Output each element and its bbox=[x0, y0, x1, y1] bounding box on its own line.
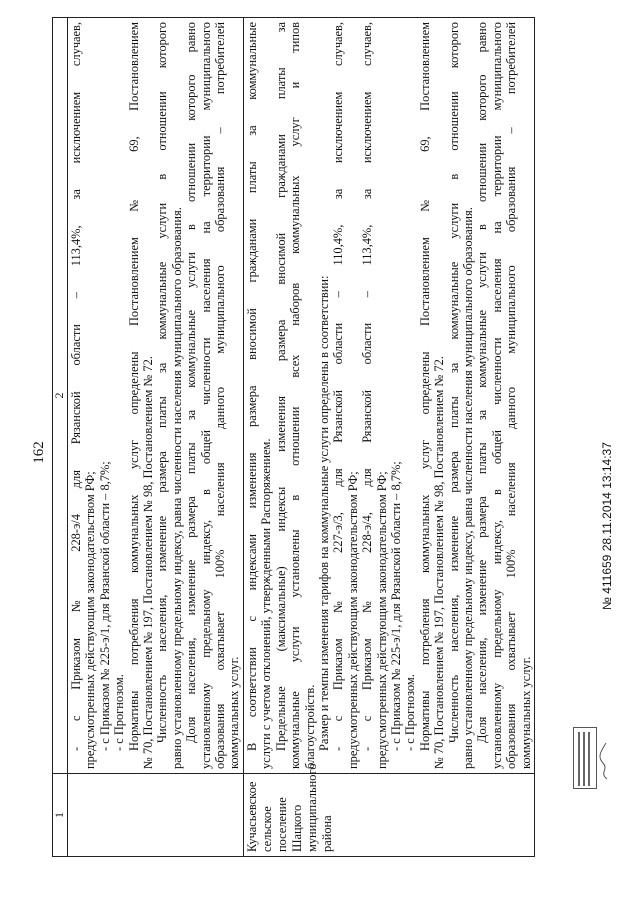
column-header-1: 1 bbox=[53, 774, 68, 857]
text-line: Нормативы потребления коммунальных услуг определены Постановлением № 69, Постановлением bbox=[417, 22, 432, 751]
settlement-cell-empty bbox=[68, 774, 244, 857]
text-line: установленному предельному индексу, в общей численности населения на территории муниципального bbox=[198, 22, 213, 769]
text-line: Численность населения, изменение размера платы за коммунальные услуги в отношении которого bbox=[446, 22, 461, 743]
text-line: установленному предельному индексу, в общей численности населения на территории муниципального bbox=[489, 22, 504, 769]
text-line: № 70, Постановлением № 197, Постановлением № 98, Постановлением № 72. bbox=[432, 356, 447, 769]
description-cell bbox=[243, 18, 534, 774]
text-line: - с Приказом № 225-э/1, для Рязанской области – 8,7%; bbox=[97, 461, 112, 751]
stamp-barcode-line bbox=[588, 732, 590, 786]
text-line: Доля населения, изменение размера платы за коммунальные услуги в отношении которого равно bbox=[184, 22, 199, 743]
text-line: Численность населения, изменение размера платы за коммунальные услуги в отношении которого bbox=[155, 22, 170, 743]
text-line: предусмотренных действующим законодательством РФ; bbox=[374, 471, 389, 769]
text-line: - с Приказом № 225-э/1, для Рязанской области – 8,7%; bbox=[388, 461, 403, 751]
text-line: - с Приказом № 228-э/4 для Рязанской области – 113,4%, за исключением случаев, bbox=[69, 22, 83, 751]
text-line: В соответствии с индексами изменения размера вносимой гражданами платы за коммунальные bbox=[244, 22, 259, 751]
description-cell bbox=[68, 18, 244, 774]
stamp-barcode-line bbox=[583, 732, 585, 786]
column-header-2: 2 bbox=[53, 18, 68, 774]
text-line: коммунальных услуг. bbox=[518, 656, 533, 769]
text-line: Размер и темпы изменения тарифов на коммунальные услуги определены в соответствии: bbox=[316, 275, 331, 751]
text-line: Доля населения, изменение размера платы за коммунальные услуги в отношении которого равно bbox=[475, 22, 490, 743]
table-row bbox=[243, 18, 534, 857]
signature-mark bbox=[597, 741, 611, 781]
text-line: № 70, Постановлением № 197, Постановлением № 98, Постановлением № 72. bbox=[141, 356, 156, 769]
text-line: равно установленному предельному индексу, равна численности населения муниципального образования. bbox=[169, 207, 184, 769]
text-line: коммунальные услуги установлены в отношении всех наборов коммунальных услуг и типов bbox=[288, 22, 303, 769]
text-line: равно установленному предельному индексу, равна численности населения муниципального образования. bbox=[460, 207, 475, 769]
text-line: - с Приказом № 228-э/4, для Рязанской области – 113,4%, за исключением случаев, bbox=[360, 22, 375, 751]
document-footer: № 411659 28.11.2014 13:14:37 bbox=[600, 442, 614, 610]
content-table bbox=[52, 17, 535, 857]
page-number: 162 bbox=[31, 441, 47, 464]
text-line: Предельные (максимальные) индексы изменения размера вносимой гражданами платы за bbox=[273, 22, 288, 751]
text-line: предусмотренных действующим законодательством РФ; bbox=[83, 471, 98, 769]
table-header-row bbox=[53, 18, 68, 857]
stamp-barcode-line bbox=[578, 732, 580, 786]
text-line: - с Прогнозом. bbox=[112, 674, 127, 751]
text-line: - с Приказом № 227-э/3, для Рязанской области – 110,4%, за исключением случаев, bbox=[331, 22, 346, 751]
settlement-name: Кучасьевское сельское поселение Шацкого муниципального района bbox=[243, 774, 534, 857]
text-line: предусмотренных действующим законодательством РФ; bbox=[345, 471, 360, 769]
text-line: образования охватывает 100% населения данного муниципального образования – потребителей bbox=[213, 22, 228, 769]
text-line: благоустройств. bbox=[302, 684, 317, 769]
registration-stamp bbox=[573, 729, 613, 789]
text-line: коммунальных услуг. bbox=[227, 656, 242, 769]
stamp-frame bbox=[573, 727, 597, 789]
text-line: образования охватывает 100% населения данного муниципального образования – потребителей bbox=[504, 22, 519, 769]
text-line: услуги с учетом отклонений, утвержденными Распоряжением. bbox=[259, 438, 274, 769]
table-row bbox=[68, 18, 244, 857]
text-line: - с Прогнозом. bbox=[403, 674, 418, 751]
text-line: Нормативы потребления коммунальных услуг определены Постановлением № 69, Постановлением bbox=[126, 22, 141, 751]
